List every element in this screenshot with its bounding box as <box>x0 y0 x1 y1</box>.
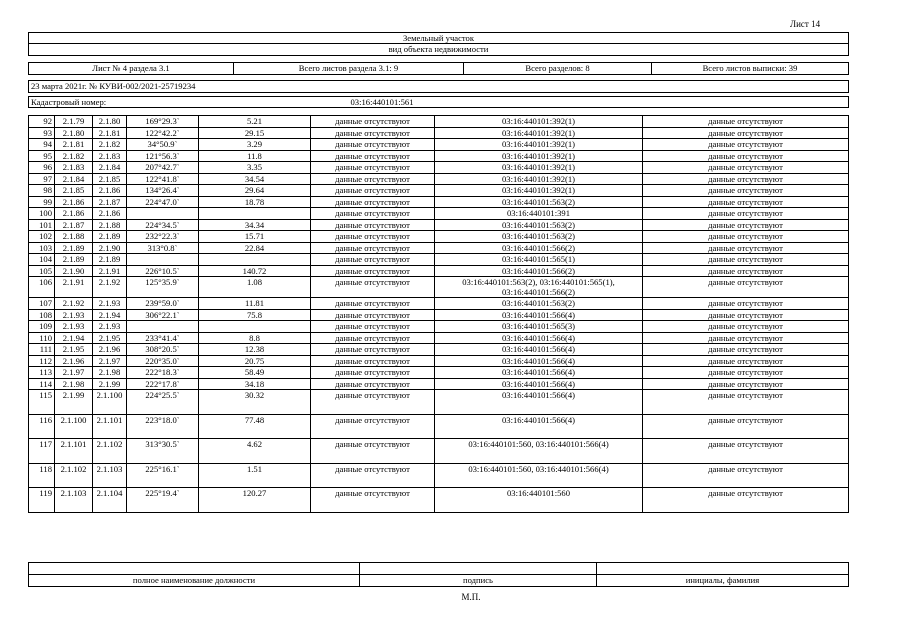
horizontal-length <box>199 208 311 220</box>
point-from: 2.1.94 <box>55 332 93 344</box>
table-row <box>29 344 849 356</box>
point-from: 2.1.93 <box>55 309 93 321</box>
adjacent-parcels: 03:16:440101:563(2) <box>435 298 643 310</box>
mark-description: данные отсутствуют <box>311 127 435 139</box>
direction-angle: 122°42.2` <box>127 127 199 139</box>
row-number: 111 <box>29 344 55 356</box>
adjacent-parcels: 03:16:440101:391 <box>435 208 643 220</box>
owner-info: данные отсутствуют <box>643 378 849 390</box>
adjacent-parcels: 03:16:440101:563(2) <box>435 196 643 208</box>
point-from: 2.1.79 <box>55 116 93 128</box>
direction-angle: 306°22.1` <box>127 309 199 321</box>
mark-description: данные отсутствуют <box>311 150 435 162</box>
adjacent-parcels: 03:16:440101:392(1) <box>435 127 643 139</box>
mark-description: данные отсутствуют <box>311 344 435 356</box>
direction-angle: 169°29.3` <box>127 116 199 128</box>
horizontal-length: 3.29 <box>199 139 311 151</box>
owner-info: данные отсутствуют <box>643 162 849 174</box>
point-to: 2.1.101 <box>93 414 127 439</box>
direction-angle: 233°41.4` <box>127 332 199 344</box>
owner-info: данные отсутствуют <box>643 231 849 243</box>
mark-description: данные отсутствуют <box>311 185 435 197</box>
mark-description: данные отсутствуют <box>311 242 435 254</box>
table-row <box>29 150 849 162</box>
object-type: Земельный участок <box>29 33 849 44</box>
owner-info: данные отсутствуют <box>643 321 849 333</box>
mark-description: данные отсутствуют <box>311 116 435 128</box>
point-from: 2.1.89 <box>55 254 93 266</box>
direction-angle: 232°22.3` <box>127 231 199 243</box>
cadastral-table <box>28 96 849 108</box>
sheet-number: Лист 14 <box>790 19 821 29</box>
table-row <box>29 219 849 231</box>
row-number: 118 <box>29 463 55 488</box>
row-number: 106 <box>29 277 55 298</box>
row-number: 114 <box>29 378 55 390</box>
table-row <box>29 321 849 333</box>
table-row <box>29 265 849 277</box>
adjacent-parcels: 03:16:440101:566(4) <box>435 344 643 356</box>
cadastral-label: Кадастровый номер: <box>29 97 349 108</box>
adjacent-parcels: 03:16:440101:566(2) <box>435 265 643 277</box>
horizontal-length: 1.51 <box>199 463 311 488</box>
horizontal-length: 77.48 <box>199 414 311 439</box>
adjacent-parcels: 03:16:440101:565(1) <box>435 254 643 266</box>
mark-description: данные отсутствуют <box>311 298 435 310</box>
point-to: 2.1.85 <box>93 173 127 185</box>
horizontal-length <box>199 254 311 266</box>
owner-info: данные отсутствуют <box>643 439 849 464</box>
owner-info: данные отсутствуют <box>643 355 849 367</box>
adjacent-parcels: 03:16:440101:392(1) <box>435 116 643 128</box>
mark-description: данные отсутствуют <box>311 321 435 333</box>
adjacent-parcels: 03:16:440101:566(4) <box>435 378 643 390</box>
horizontal-length: 30.32 <box>199 390 311 415</box>
adjacent-parcels: 03:16:440101:566(4) <box>435 332 643 344</box>
point-to: 2.1.89 <box>93 231 127 243</box>
horizontal-length: 4.62 <box>199 439 311 464</box>
direction-angle: 121°56.3` <box>127 150 199 162</box>
horizontal-length: 22.84 <box>199 242 311 254</box>
point-from: 2.1.84 <box>55 173 93 185</box>
mark-description: данные отсутствуют <box>311 231 435 243</box>
mark-description: данные отсутствуют <box>311 378 435 390</box>
point-from: 2.1.89 <box>55 242 93 254</box>
owner-info: данные отсутствуют <box>643 332 849 344</box>
point-to: 2.1.82 <box>93 139 127 151</box>
adjacent-parcels: 03:16:440101:566(2) <box>435 242 643 254</box>
adjacent-parcels: 03:16:440101:566(4) <box>435 414 643 439</box>
mark-description: данные отсутствуют <box>311 173 435 185</box>
row-number: 109 <box>29 321 55 333</box>
adjacent-parcels: 03:16:440101:560, 03:16:440101:566(4) <box>435 463 643 488</box>
mark-description: данные отсутствуют <box>311 208 435 220</box>
point-to: 2.1.96 <box>93 344 127 356</box>
direction-angle: 226°10.5` <box>127 265 199 277</box>
horizontal-length: 120.27 <box>199 488 311 513</box>
point-to: 2.1.104 <box>93 488 127 513</box>
mark-description: данные отсутствуют <box>311 219 435 231</box>
point-to: 2.1.81 <box>93 127 127 139</box>
mark-description: данные отсутствуют <box>311 439 435 464</box>
point-from: 2.1.92 <box>55 298 93 310</box>
point-to: 2.1.91 <box>93 265 127 277</box>
direction-angle: 223°18.0` <box>127 414 199 439</box>
owner-info: данные отсутствуют <box>643 150 849 162</box>
owner-info: данные отсутствуют <box>643 414 849 439</box>
row-number: 108 <box>29 309 55 321</box>
direction-angle <box>127 321 199 333</box>
horizontal-length: 11.8 <box>199 150 311 162</box>
owner-info: данные отсутствуют <box>643 344 849 356</box>
point-to: 2.1.100 <box>93 390 127 415</box>
direction-angle: 313°30.5` <box>127 439 199 464</box>
row-number: 105 <box>29 265 55 277</box>
owner-info: данные отсутствуют <box>643 173 849 185</box>
mark-description: данные отсутствуют <box>311 196 435 208</box>
adjacent-parcels: 03:16:440101:392(1) <box>435 150 643 162</box>
owner-info: данные отсутствуют <box>643 208 849 220</box>
row-number: 99 <box>29 196 55 208</box>
table-row <box>29 355 849 367</box>
point-from: 2.1.83 <box>55 162 93 174</box>
sections-total: Всего разделов: 8 <box>464 63 652 75</box>
owner-info: данные отсутствуют <box>643 139 849 151</box>
mark-description: данные отсутствуют <box>311 390 435 415</box>
header-table <box>28 32 849 93</box>
point-to: 2.1.103 <box>93 463 127 488</box>
adjacent-parcels: 03:16:440101:566(4) <box>435 309 643 321</box>
horizontal-length: 11.81 <box>199 298 311 310</box>
table-row <box>29 439 849 464</box>
point-from: 2.1.81 <box>55 139 93 151</box>
point-to: 2.1.92 <box>93 277 127 298</box>
table-row <box>29 367 849 379</box>
mark-description: данные отсутствуют <box>311 355 435 367</box>
row-number: 96 <box>29 162 55 174</box>
direction-angle: 224°34.5` <box>127 219 199 231</box>
table-row <box>29 139 849 151</box>
row-number: 94 <box>29 139 55 151</box>
point-to: 2.1.93 <box>93 298 127 310</box>
adjacent-parcels: 03:16:440101:563(2), 03:16:440101:565(1), 03:16:440101:566(2) <box>435 277 643 298</box>
point-to: 2.1.88 <box>93 219 127 231</box>
owner-info: данные отсутствуют <box>643 463 849 488</box>
extract-sheets: Всего листов выписки: 39 <box>652 63 849 75</box>
sheet-info: Лист № 4 раздела 3.1 <box>29 63 234 75</box>
row-number: 110 <box>29 332 55 344</box>
owner-info: данные отсутствуют <box>643 127 849 139</box>
point-from: 2.1.80 <box>55 127 93 139</box>
table-row <box>29 196 849 208</box>
owner-info: данные отсутствуют <box>643 242 849 254</box>
adjacent-parcels: 03:16:440101:560, 03:16:440101:566(4) <box>435 439 643 464</box>
adjacent-parcels: 03:16:440101:392(1) <box>435 139 643 151</box>
point-to: 2.1.99 <box>93 378 127 390</box>
owner-info: данные отсутствуют <box>643 277 849 298</box>
point-to: 2.1.97 <box>93 355 127 367</box>
point-to: 2.1.84 <box>93 162 127 174</box>
table-row <box>29 173 849 185</box>
horizontal-length: 140.72 <box>199 265 311 277</box>
point-from: 2.1.96 <box>55 355 93 367</box>
section-sheets: Всего листов раздела 3.1: 9 <box>234 63 464 75</box>
owner-info: данные отсутствуют <box>643 367 849 379</box>
point-from: 2.1.95 <box>55 344 93 356</box>
point-to: 2.1.86 <box>93 185 127 197</box>
table-row <box>29 378 849 390</box>
adjacent-parcels: 03:16:440101:566(4) <box>435 355 643 367</box>
horizontal-length: 75.8 <box>199 309 311 321</box>
point-to: 2.1.80 <box>93 116 127 128</box>
point-to: 2.1.93 <box>93 321 127 333</box>
row-number: 101 <box>29 219 55 231</box>
owner-info: данные отсутствуют <box>643 265 849 277</box>
row-number: 102 <box>29 231 55 243</box>
mark-description: данные отсутствуют <box>311 414 435 439</box>
row-number: 113 <box>29 367 55 379</box>
horizontal-length: 8.8 <box>199 332 311 344</box>
direction-angle: 207°42.7` <box>127 162 199 174</box>
horizontal-length: 18.78 <box>199 196 311 208</box>
direction-angle: 224°47.0` <box>127 196 199 208</box>
point-to: 2.1.90 <box>93 242 127 254</box>
mark-description: данные отсутствуют <box>311 254 435 266</box>
direction-angle: 225°19.4` <box>127 488 199 513</box>
direction-angle: 34°50.9` <box>127 139 199 151</box>
horizontal-length: 29.15 <box>199 127 311 139</box>
owner-info: данные отсутствуют <box>643 298 849 310</box>
point-from: 2.1.99 <box>55 390 93 415</box>
row-number: 116 <box>29 414 55 439</box>
horizontal-length: 34.18 <box>199 378 311 390</box>
horizontal-length: 1.08 <box>199 277 311 298</box>
date-number: 23 марта 2021г. № КУВИ-002/2021-25719234 <box>29 81 849 93</box>
row-number: 103 <box>29 242 55 254</box>
point-from: 2.1.88 <box>55 231 93 243</box>
signature-table <box>28 562 849 587</box>
object-kind: вид объекта недвижимости <box>29 44 849 56</box>
horizontal-length: 20.75 <box>199 355 311 367</box>
direction-angle: 224°25.5` <box>127 390 199 415</box>
row-number: 100 <box>29 208 55 220</box>
row-number: 107 <box>29 298 55 310</box>
point-from: 2.1.102 <box>55 463 93 488</box>
direction-angle: 313°0.8` <box>127 242 199 254</box>
mark-description: данные отсутствуют <box>311 162 435 174</box>
adjacent-parcels: 03:16:440101:566(4) <box>435 367 643 379</box>
table-row <box>29 488 849 513</box>
point-from: 2.1.100 <box>55 414 93 439</box>
table-row <box>29 390 849 415</box>
direction-angle: 239°59.0` <box>127 298 199 310</box>
horizontal-length: 58.49 <box>199 367 311 379</box>
owner-info: данные отсутствуют <box>643 219 849 231</box>
owner-info: данные отсутствуют <box>643 116 849 128</box>
point-from: 2.1.103 <box>55 488 93 513</box>
table-row <box>29 116 849 128</box>
horizontal-length: 12.38 <box>199 344 311 356</box>
point-from: 2.1.86 <box>55 196 93 208</box>
mark-description: данные отсутствуют <box>311 265 435 277</box>
table-row <box>29 127 849 139</box>
cadastral-value: 03:16:440101:561 <box>349 97 849 108</box>
horizontal-length: 3.35 <box>199 162 311 174</box>
owner-info: данные отсутствуют <box>643 254 849 266</box>
signature-label: подпись <box>360 575 597 587</box>
point-to: 2.1.83 <box>93 150 127 162</box>
point-to: 2.1.102 <box>93 439 127 464</box>
owner-info: данные отсутствуют <box>643 196 849 208</box>
adjacent-parcels: 03:16:440101:565(3) <box>435 321 643 333</box>
direction-angle: 225°16.1` <box>127 463 199 488</box>
point-from: 2.1.98 <box>55 378 93 390</box>
row-number: 93 <box>29 127 55 139</box>
table-row <box>29 242 849 254</box>
mark-description: данные отсутствуют <box>311 367 435 379</box>
position-label: полное наименование должности <box>29 575 360 587</box>
direction-angle: 122°41.8` <box>127 173 199 185</box>
table-row <box>29 231 849 243</box>
horizontal-length <box>199 321 311 333</box>
point-to: 2.1.89 <box>93 254 127 266</box>
direction-angle: 222°18.3` <box>127 367 199 379</box>
table-row <box>29 185 849 197</box>
adjacent-parcels: 03:16:440101:560 <box>435 488 643 513</box>
row-number: 97 <box>29 173 55 185</box>
mark-description: данные отсутствуют <box>311 139 435 151</box>
horizontal-length: 34.54 <box>199 173 311 185</box>
mark-description: данные отсутствуют <box>311 488 435 513</box>
row-number: 95 <box>29 150 55 162</box>
direction-angle: 220°35.0` <box>127 355 199 367</box>
table-row <box>29 463 849 488</box>
stamp-place: М.П. <box>461 592 481 602</box>
row-number: 104 <box>29 254 55 266</box>
point-to: 2.1.95 <box>93 332 127 344</box>
boundary-parts-table <box>28 115 849 513</box>
point-from: 2.1.87 <box>55 219 93 231</box>
direction-angle: 125°35.9` <box>127 277 199 298</box>
table-row <box>29 162 849 174</box>
row-number: 119 <box>29 488 55 513</box>
adjacent-parcels: 03:16:440101:566(4) <box>435 390 643 415</box>
owner-info: данные отсутствуют <box>643 309 849 321</box>
direction-angle: 308°20.5` <box>127 344 199 356</box>
owner-info: данные отсутствуют <box>643 185 849 197</box>
point-from: 2.1.82 <box>55 150 93 162</box>
direction-angle <box>127 208 199 220</box>
horizontal-length: 34.34 <box>199 219 311 231</box>
adjacent-parcels: 03:16:440101:392(1) <box>435 162 643 174</box>
table-row <box>29 298 849 310</box>
mark-description: данные отсутствуют <box>311 277 435 298</box>
point-from: 2.1.91 <box>55 277 93 298</box>
direction-angle: 222°17.8` <box>127 378 199 390</box>
point-from: 2.1.90 <box>55 265 93 277</box>
table-row <box>29 254 849 266</box>
point-to: 2.1.98 <box>93 367 127 379</box>
mark-description: данные отсутствуют <box>311 332 435 344</box>
owner-info: данные отсутствуют <box>643 488 849 513</box>
point-from: 2.1.86 <box>55 208 93 220</box>
adjacent-parcels: 03:16:440101:392(1) <box>435 173 643 185</box>
point-from: 2.1.85 <box>55 185 93 197</box>
table-row <box>29 208 849 220</box>
row-number: 117 <box>29 439 55 464</box>
point-from: 2.1.97 <box>55 367 93 379</box>
horizontal-length: 15.71 <box>199 231 311 243</box>
point-to: 2.1.87 <box>93 196 127 208</box>
point-to: 2.1.94 <box>93 309 127 321</box>
adjacent-parcels: 03:16:440101:563(2) <box>435 219 643 231</box>
horizontal-length: 5.21 <box>199 116 311 128</box>
direction-angle: 134°26.4` <box>127 185 199 197</box>
point-to: 2.1.86 <box>93 208 127 220</box>
adjacent-parcels: 03:16:440101:392(1) <box>435 185 643 197</box>
point-from: 2.1.93 <box>55 321 93 333</box>
row-number: 98 <box>29 185 55 197</box>
owner-info: данные отсутствуют <box>643 390 849 415</box>
table-row <box>29 332 849 344</box>
table-row <box>29 414 849 439</box>
initials-label: инициалы, фамилия <box>597 575 849 587</box>
horizontal-length: 29.64 <box>199 185 311 197</box>
table-row <box>29 309 849 321</box>
row-number: 92 <box>29 116 55 128</box>
mark-description: данные отсутствуют <box>311 463 435 488</box>
point-from: 2.1.101 <box>55 439 93 464</box>
mark-description: данные отсутствуют <box>311 309 435 321</box>
table-row <box>29 277 849 298</box>
direction-angle <box>127 254 199 266</box>
adjacent-parcels: 03:16:440101:563(2) <box>435 231 643 243</box>
row-number: 112 <box>29 355 55 367</box>
row-number: 115 <box>29 390 55 415</box>
